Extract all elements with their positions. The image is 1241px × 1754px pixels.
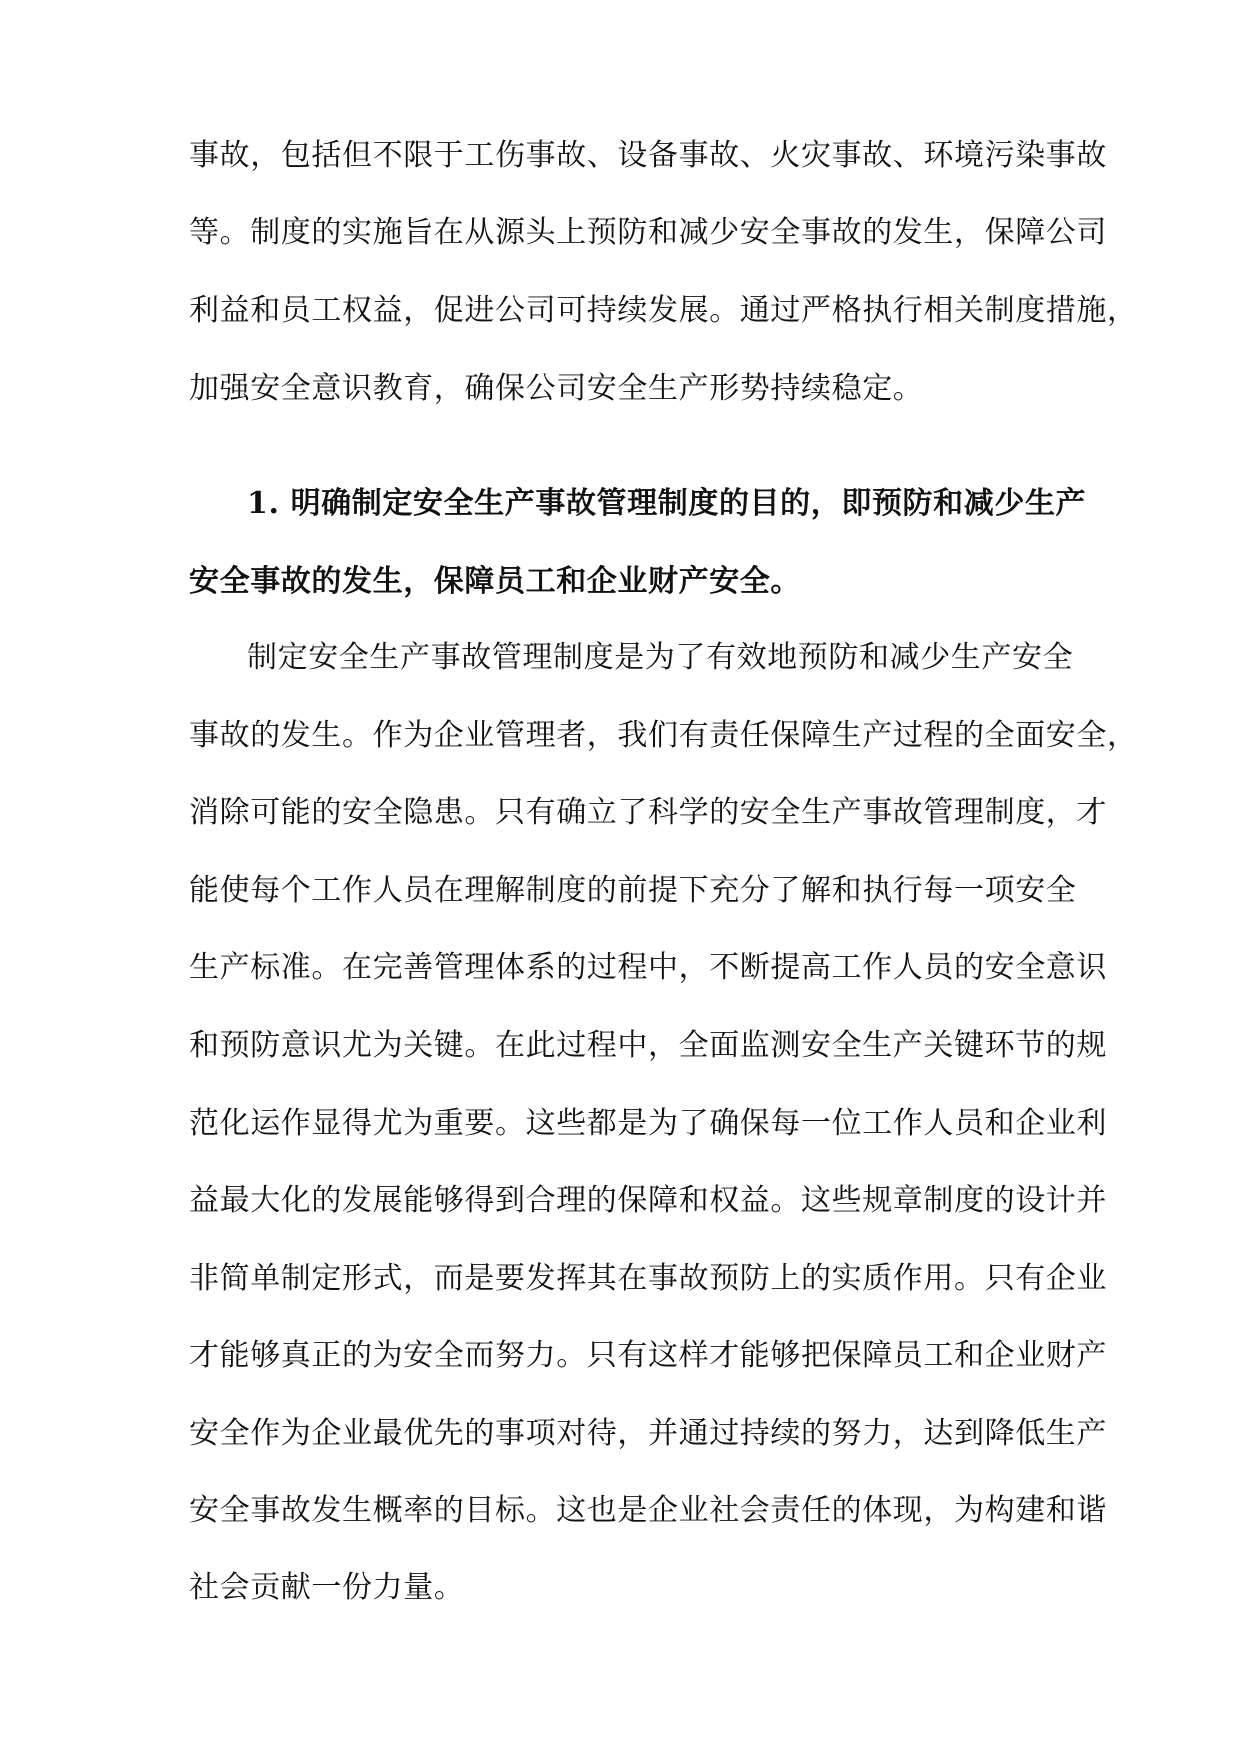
text-line: 等。制度的实施旨在从源头上预防和减少安全事故的发生，保障公司 xyxy=(189,215,1107,250)
heading-line: 安全事故的发生，保障员工和企业财产安全。 xyxy=(189,564,801,599)
text-line: 利益和员工权益，促进公司可持续发展。通过严格执行相关制度措施， xyxy=(189,293,1138,328)
text-line: 加强安全意识教育，确保公司安全生产形势持续稳定。 xyxy=(189,371,924,406)
text-line: 能使每个工作人员在理解制度的前提下充分了解和执行每一项安全 xyxy=(189,873,1077,908)
text-line: 社会贡献一份力量。 xyxy=(189,1570,465,1605)
text-line: 和预防意识尤为关键。在此过程中，全面监测安全生产关键环节的规 xyxy=(189,1028,1107,1063)
text-line: 消除可能的安全隐患。只有确立了科学的安全生产事故管理制度，才 xyxy=(189,795,1107,830)
text-line: 范化运作显得尤为重要。这些都是为了确保每一位工作人员和企业利 xyxy=(189,1106,1107,1141)
text-line: 事故，包括但不限于工伤事故、设备事故、火灾事故、环境污染事故 xyxy=(189,138,1107,173)
text-line: 生产标准。在完善管理体系的过程中，不断提高工作人员的安全意识 xyxy=(189,950,1107,985)
text-line: 事故的发生。作为企业管理者，我们有责任保障生产过程的全面安全， xyxy=(189,718,1138,753)
text-line: 安全事故发生概率的目标。这也是企业社会责任的体现，为构建和谐 xyxy=(189,1493,1107,1528)
text-line: 安全作为企业最优先的事项对待，并通过持续的努力，达到降低生产 xyxy=(189,1416,1107,1451)
heading-line: 1. 明确制定安全生产事故管理制度的目的，即预防和减少生产 xyxy=(247,486,1087,521)
text-line: 益最大化的发展能够得到合理的保障和权益。这些规章制度的设计并 xyxy=(189,1183,1107,1218)
text-line: 非简单制定形式，而是要发挥其在事故预防上的实质作用。只有企业 xyxy=(189,1261,1107,1296)
text-line: 才能够真正的为安全而努力。只有这样才能够把保障员工和企业财产 xyxy=(189,1338,1107,1373)
text-line: 制定安全生产事故管理制度是为了有效地预防和减少生产安全 xyxy=(247,640,1074,675)
